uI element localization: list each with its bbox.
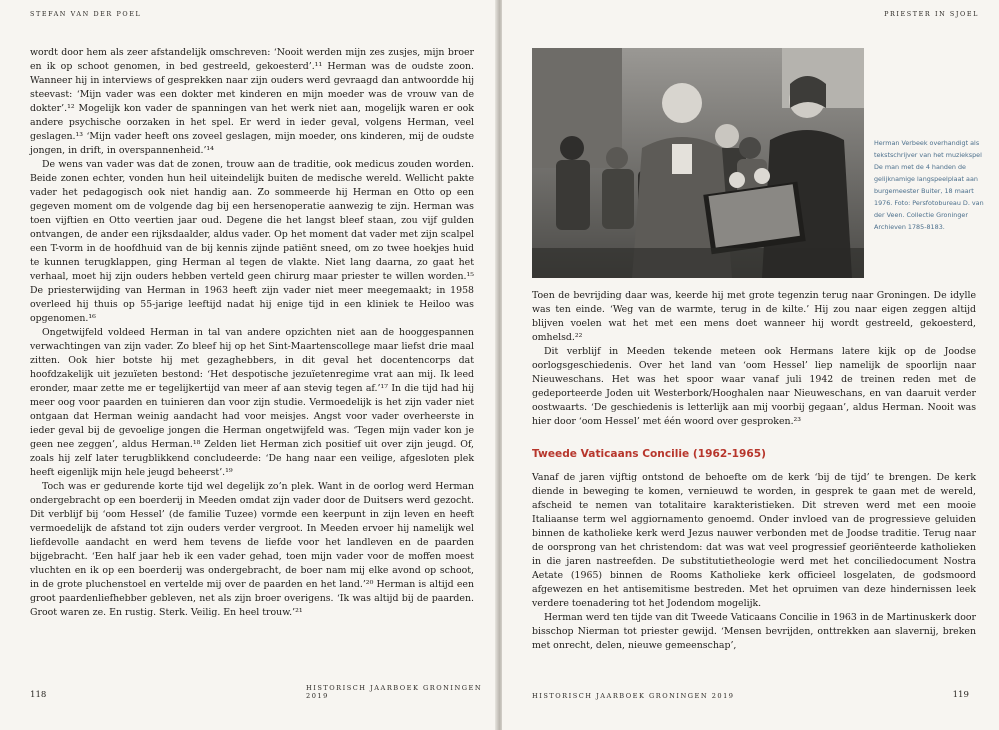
footer-left: HISTORISCH JAARBOEK GRONINGEN 2019 (306, 684, 483, 700)
paragraph: Vanaf de jaren vijftig ontstond de behoefte om de kerk ‘bij de tijd’ te brengen. De kerk diende in beweging te komen, vernieuwd te worden, in gesprek te gaan met de wereld, afscheid te nemen van totalitaire karakteristieken. Dit streven werd met een mooie Italiaanse term wel aggiornamento genoemd. Onder invloed van de progressieve geluiden binnen de katholieke kerk werd Jezus nauwer verbonden met de Joodse traditie. Terug naar de oorsprong van het christendom: dat was wat veel progressief georiënteerde katholieken in die jaren nastreefden. De substitutietheologie werd met het conciliedocument Nostra Aetate (1965) binnen de Rooms Katholieke kerk officieel losgelaten, de godsmoord afgewezen en het antisemitisme bestreden. Met het opruimen van deze hindernissen leek verdere toenadering tot het Jodendom mogelijk. (532, 472, 976, 609)
right-body-text (532, 289, 976, 653)
photo-caption: Herman Verbeek overhandigt als tekstschrijver van het muziekspel De man met de 4 handen de gelijknamige langspeelplaat aan burgemeester Buiter, 18 maart 1976. Foto: Persfotobureau D. van der Veen. Collectie Groninger Archieven 1785-8183. (874, 139, 984, 231)
section-heading: Tweede Vaticaans Concilie (1962-1965) (532, 448, 766, 460)
running-head-left: STEFAN VAN DER POEL (30, 10, 142, 18)
running-head-right: PRIESTER IN SJOEL (884, 10, 979, 18)
paragraph: Herman werd ten tijde van dit Tweede Vaticaans Concilie in 1963 in de Martinuskerk door bisschop Nierman tot priester gewijd. ‘Mensen bevrijden, onttrekken aan slavernij, breken met onrecht, delen, nieuwe gemeenschap’, (532, 612, 976, 651)
paragraph: Toen de bevrijding daar was, keerde hij met grote tegenzin terug naar Groningen. De idylle was ten einde. ‘Weg van de warmte, terug in de kilte.’ Hij zou naar eigen zeggen altijd blijven voelen wat het met een mens doet wanneer hij wordt gestreeld, gekoesterd, omhelsd.²² (532, 290, 976, 343)
photo-image (532, 48, 864, 278)
paragraph: Toch was er gedurende korte tijd wel degelijk zo’n plek. Want in de oorlog werd Herman ondergebracht op een boerderij in Meeden omdat zijn vader door de Duitsers werd gezocht. Dit verblijf bij ‘oom Hessel’ (de familie Tuzee) vormde een keerpunt in zijn leven en heeft vermoedelijk de afstand tot zijn ouders verder vergroot. In Meeden ervoer hij namelijk wel liefdevolle aandacht en werd hem tevens de liefde voor het landleven en de paarden bijgebracht. ‘Een half jaar heb ik een vader gehad, toen mijn vader voor de moffen moest vluchten en ik op een boerderij was ondergebracht, de boer nam mij elke avond op schoot, in de grote pluchenstoel en vertelde mij over de paarden en het land.’²⁰ Herman is altijd een groot paardenliefhebber gebleven, net als zijn broer overigens. ‘Ik was altijd bij de paarden. Groot waren ze. En rustig. Sterk. Veilig. En heel trouw.’²¹ (30, 481, 474, 618)
right-page (502, 0, 999, 730)
page-number-left: 118 (30, 690, 47, 700)
page-number-right: 119 (952, 690, 969, 700)
footer-right: HISTORISCH JAARBOEK GRONINGEN 2019 (532, 692, 735, 700)
paragraph: De wens van vader was dat de zonen, trouw aan de traditie, ook medicus zouden worden. Beide zonen echter, vonden hun heil uiteindelijk buiten de medische wereld. Wellicht pakte vader het pedagogisch ook niet handig aan. Zo sommeerde hij Herman en Otto op een gegeven moment om de volgende dag bij een hersenoperatie aanwezig te zijn. Herman was toen vijftien en Otto veertien jaar oud. Degene die het langst bleef staan, zou vijf gulden ontvangen, de ander een rijksdaalder, aldus vader. Op het moment dat vader met zijn scalpel een T-vorm in de hoofdhuid van de bij kennis zijnde patiënt sneed, om zo twee hoekjes huid te kunnen terugklappen, ging Herman al tegen de vlakte. Niet lang daarna, zo gaat het verhaal, moet hij zijn ouders hebben verteld geen chirurg maar priester te willen worden.¹⁵ De priesterwijding van Herman in 1963 heeft zijn vader niet meer meegemaakt; in 1958 overleed hij thuis op 55-jarige leeftijd nadat hij enige tijd in een kliniek te Heiloo was opgenomen.¹⁶ (30, 159, 474, 324)
photo-ceremony (532, 48, 864, 278)
paragraph: wordt door hem als zeer afstandelijk omschreven: ‘Nooit werden mijn zes zusjes, mijn broer en ik op schoot genomen, in bed gestreeld, gekoesterd’.¹¹ Herman was de oudste zoon. Wanneer hij in interviews of gesprekken naar zijn ouders werd gevraagd dan antwoordde hij steevast: ‘Mijn vader was een dokter met kinderen en mijn moeder was de vrouw van de dokter’.¹² Mogelijk kon vader de spanningen van het werk niet aan, mogelijk waren er ook andere psychische oorzaken in het spel. Er werd in ieder geval, volgens Herman, veel geslagen.¹³ ‘Mijn vader heeft ons zoveel geslagen, mijn moeder, ons kinderen, mij de oudste jongen, in drift, in overspannenheid.’¹⁴ (30, 47, 474, 156)
paragraph: Dit verblijf in Meeden tekende meteen ook Hermans latere kijk op de Joodse oorlogsgeschiedenis. Over het land van ‘oom Hessel’ liep namelijk de spoorlijn naar Nieuweschans. Het was het spoor waar vanaf juli 1942 de treinen reden met de gedeporteerde Joden uit Westerbork/Hooghalen naar Nieuweschans, en van daaruit verder oostwaarts. ‘De geschiedenis is letterlijk aan mij voorbij gegaan’, aldus Herman. Nooit was hier door ‘oom Hessel’ met één woord over gesproken.²³ (532, 346, 976, 427)
left-body-text (30, 46, 474, 620)
left-page (0, 0, 497, 730)
paragraph: Ongetwijfeld voldeed Herman in tal van andere opzichten niet aan de hooggespannen verwachtingen van zijn vader. Zo bleef hij op het Sint-Maartenscollege maar liefst drie maal zitten. Ook hier botste hij met gezaghebbers, in dit geval het docentencorps dat hoofdzakelijk uit jezuïeten bestond: ‘Het despotische jezuïetenregime vrat aan mij. Ik leed eronder, maar zette me er tegelijkertijd van meer af aan stevig tegen af.’¹⁷ In die tijd had hij meer oog voor paarden en tuinieren dan voor zijn studie. Vermoedelijk is het zijn vader niet ontgaan dat Herman weinig aandacht had voor meisjes. Angst voor vader overheerste in ieder geval bij de gevoelige jongen die Herman ongetwijfeld was. ‘Tegen mijn vader kon je geen nee zeggen’, aldus Herman.¹⁸ Zelden liet Herman zich positief uit over zijn jeugd. Of, zoals hij zelf later terugblikkend concludeerde: ‘De hang naar een veilige, afgesloten plek heeft eigenlijk mijn hele jeugd beheerst’.¹⁹ (30, 327, 474, 478)
